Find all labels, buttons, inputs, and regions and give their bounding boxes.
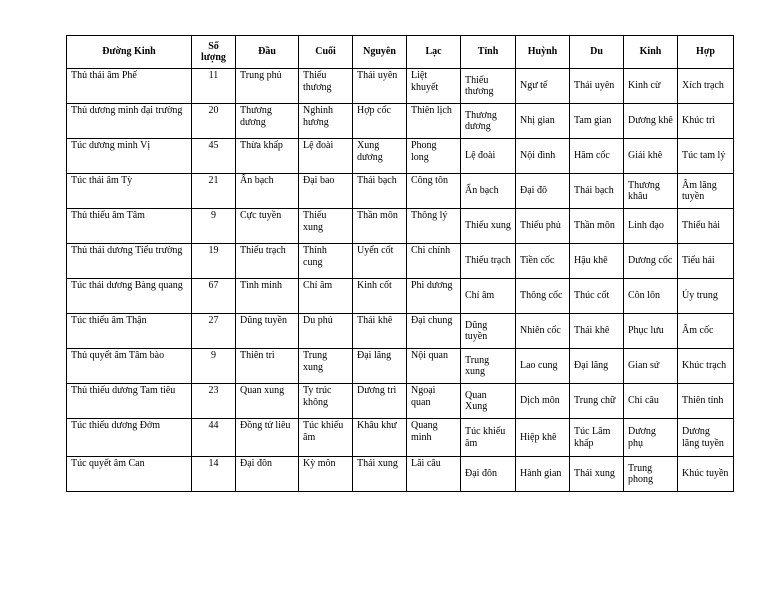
table-cell: Thủ thái dương Tiểu trường — [67, 244, 192, 279]
column-header: Nguyên — [353, 36, 407, 69]
table-cell: 9 — [192, 349, 236, 384]
table-cell: Túc khiếu âm — [299, 419, 353, 457]
table-cell: Khúc trì — [678, 104, 734, 139]
table-row — [67, 279, 734, 314]
table-cell: Lệ đoài — [299, 139, 353, 174]
table-cell: Đại lăng — [353, 349, 407, 384]
table-cell: 14 — [192, 457, 236, 492]
table-cell: Khúc trạch — [678, 349, 734, 384]
table-body — [67, 69, 734, 492]
table-cell: Thái khê — [353, 314, 407, 349]
table-row — [67, 457, 734, 492]
column-header: Tỉnh — [461, 36, 516, 69]
table-cell: Túc thiếu dương Đởm — [67, 419, 192, 457]
table-cell: Thông cốc — [516, 279, 570, 314]
column-header: Kinh — [624, 36, 678, 69]
table-cell: Phục lưu — [624, 314, 678, 349]
table-row — [67, 419, 734, 457]
table-cell: Quang minh — [407, 419, 461, 457]
table-cell: 19 — [192, 244, 236, 279]
table-cell: Nghinh hương — [299, 104, 353, 139]
table-cell: Khâu khư — [353, 419, 407, 457]
column-header: Hợp — [678, 36, 734, 69]
table-cell: Tình minh — [236, 279, 299, 314]
table-cell: Dương lăng tuyền — [678, 419, 734, 457]
table-cell: Ngoại quan — [407, 384, 461, 419]
table-cell: Hãm cốc — [570, 139, 624, 174]
table-cell: Đại đôn — [236, 457, 299, 492]
table-cell: Trung xung — [299, 349, 353, 384]
table-cell: Túc tam lý — [678, 139, 734, 174]
table-cell: Hiệp khê — [516, 419, 570, 457]
table-cell: Đại chung — [407, 314, 461, 349]
table-cell: Thiếu phủ — [516, 209, 570, 244]
table-cell: Đồng tử liêu — [236, 419, 299, 457]
table-cell: Kinh cừ — [624, 69, 678, 104]
table-cell: Chi câu — [624, 384, 678, 419]
table-cell: Nhiên cốc — [516, 314, 570, 349]
table-cell: Thái bạch — [570, 174, 624, 209]
table-cell: Lao cung — [516, 349, 570, 384]
table-cell: Ty trúc không — [299, 384, 353, 419]
table-row — [67, 314, 734, 349]
table-cell: Hợp cốc — [353, 104, 407, 139]
table-cell: Dũng tuyền — [236, 314, 299, 349]
table-cell: Ẩn bạch — [236, 174, 299, 209]
table-cell: Ẩn bạch — [461, 174, 516, 209]
table-cell: Túc Lâm khấp — [570, 419, 624, 457]
table-cell: Trung chữ — [570, 384, 624, 419]
table-cell: Dương phụ — [624, 419, 678, 457]
table-cell: Hậu khê — [570, 244, 624, 279]
table-cell: Thái khê — [570, 314, 624, 349]
meridian-table — [66, 35, 734, 492]
table-cell: Thủ quyết âm Tâm bào — [67, 349, 192, 384]
table-cell: Thừa khấp — [236, 139, 299, 174]
table-cell: 23 — [192, 384, 236, 419]
table-cell: Dương trì — [353, 384, 407, 419]
table-cell: Dịch môn — [516, 384, 570, 419]
column-header: Lạc — [407, 36, 461, 69]
table-cell: 67 — [192, 279, 236, 314]
table-cell: Chí âm — [299, 279, 353, 314]
table-cell: 44 — [192, 419, 236, 457]
table-cell: Âm cốc — [678, 314, 734, 349]
table-row — [67, 349, 734, 384]
table-cell: Thiên trì — [236, 349, 299, 384]
table-cell: Trung phủ — [236, 69, 299, 104]
table-cell: Âm lăng tuyền — [678, 174, 734, 209]
table-row — [67, 244, 734, 279]
table-cell: Thúc cốt — [570, 279, 624, 314]
table-cell: Dương khê — [624, 104, 678, 139]
table-cell: Túc quyết âm Can — [67, 457, 192, 492]
table-row — [67, 139, 734, 174]
table-cell: Đại bao — [299, 174, 353, 209]
table-cell: Đại đô — [516, 174, 570, 209]
table-cell: Chí âm — [461, 279, 516, 314]
table-cell: Uyển cốt — [353, 244, 407, 279]
table-cell: Khúc tuyền — [678, 457, 734, 492]
table-cell: Du phủ — [299, 314, 353, 349]
table-cell: Kinh cốt — [353, 279, 407, 314]
table-row — [67, 209, 734, 244]
table-cell: Thủ dương minh đại trường — [67, 104, 192, 139]
table-cell: Túc thái dương Bàng quang — [67, 279, 192, 314]
column-header: Đường Kinh — [67, 36, 192, 69]
table-cell: Thủ thái âm Phế — [67, 69, 192, 104]
table-cell: 11 — [192, 69, 236, 104]
table-cell: Thính cung — [299, 244, 353, 279]
table-cell: 21 — [192, 174, 236, 209]
header-row — [67, 36, 734, 69]
table-cell: 27 — [192, 314, 236, 349]
table-cell: Phong long — [407, 139, 461, 174]
table-cell: Thần môn — [570, 209, 624, 244]
table-cell: Thái uyên — [570, 69, 624, 104]
table-cell: Lệ đoài — [461, 139, 516, 174]
table-cell: Thiếu trạch — [461, 244, 516, 279]
column-header: Du — [570, 36, 624, 69]
table-cell: Thiếu xung — [299, 209, 353, 244]
table-cell: Linh đạo — [624, 209, 678, 244]
table-cell: Dương cốc — [624, 244, 678, 279]
table-cell: Thủ thiếu dương Tam tiêu — [67, 384, 192, 419]
table-cell: Thủ thiếu âm Tâm — [67, 209, 192, 244]
table-cell: Dũng tuyền — [461, 314, 516, 349]
column-header: Đầu — [236, 36, 299, 69]
table-row — [67, 384, 734, 419]
table-cell: 9 — [192, 209, 236, 244]
table-cell: Phi dương — [407, 279, 461, 314]
table-cell: Thương khâu — [624, 174, 678, 209]
table-cell: Thái xung — [570, 457, 624, 492]
table-cell: Thương dương — [461, 104, 516, 139]
table-cell: Thông lý — [407, 209, 461, 244]
column-header: Cuối — [299, 36, 353, 69]
table-cell: Thiếu thương — [299, 69, 353, 104]
table-cell: Thần môn — [353, 209, 407, 244]
table-cell: Thiếu thương — [461, 69, 516, 104]
table-cell: Lãi câu — [407, 457, 461, 492]
table-cell: Ngư tế — [516, 69, 570, 104]
table-cell: Kỳ môn — [299, 457, 353, 492]
table-row — [67, 104, 734, 139]
table-cell: Túc khiếu âm — [461, 419, 516, 457]
table-cell: Đại đôn — [461, 457, 516, 492]
table-cell: Đại lăng — [570, 349, 624, 384]
table-cell: 45 — [192, 139, 236, 174]
table-cell: Côn lôn — [624, 279, 678, 314]
table-cell: Xung dương — [353, 139, 407, 174]
table-cell: Quan Xung — [461, 384, 516, 419]
table-cell: Thái xung — [353, 457, 407, 492]
table-cell: Túc thái âm Tỳ — [67, 174, 192, 209]
table-cell: Thái bạch — [353, 174, 407, 209]
table-cell: Công tôn — [407, 174, 461, 209]
table-cell: Tiền cốc — [516, 244, 570, 279]
table-cell: Hành gian — [516, 457, 570, 492]
table-cell: Túc thiếu âm Thận — [67, 314, 192, 349]
table-cell: Liệt khuyết — [407, 69, 461, 104]
table-cell: Thiên tỉnh — [678, 384, 734, 419]
table-cell: Thương dương — [236, 104, 299, 139]
table-cell: Thiếu trạch — [236, 244, 299, 279]
table-cell: Tam gian — [570, 104, 624, 139]
table-cell: Thiên lịch — [407, 104, 461, 139]
table-cell: Gian sứ — [624, 349, 678, 384]
table-cell: Túc dương minh Vị — [67, 139, 192, 174]
table-row — [67, 174, 734, 209]
table-cell: Quan xung — [236, 384, 299, 419]
table-cell: Thiếu xung — [461, 209, 516, 244]
table-cell: Giải khê — [624, 139, 678, 174]
table-cell: 20 — [192, 104, 236, 139]
table-cell: Cực tuyền — [236, 209, 299, 244]
column-header: Số lượng — [192, 36, 236, 69]
table-row — [67, 69, 734, 104]
table-cell: Nhị gian — [516, 104, 570, 139]
table-cell: Chi chính — [407, 244, 461, 279]
table-cell: Ủy trung — [678, 279, 734, 314]
table-cell: Thái uyên — [353, 69, 407, 104]
table-cell: Trung xung — [461, 349, 516, 384]
column-header: Huỳnh — [516, 36, 570, 69]
table-cell: Tiểu hải — [678, 244, 734, 279]
table-cell: Nội đình — [516, 139, 570, 174]
table-cell: Nội quan — [407, 349, 461, 384]
table-cell: Xích trạch — [678, 69, 734, 104]
table-cell: Trung phong — [624, 457, 678, 492]
table-cell: Thiếu hải — [678, 209, 734, 244]
